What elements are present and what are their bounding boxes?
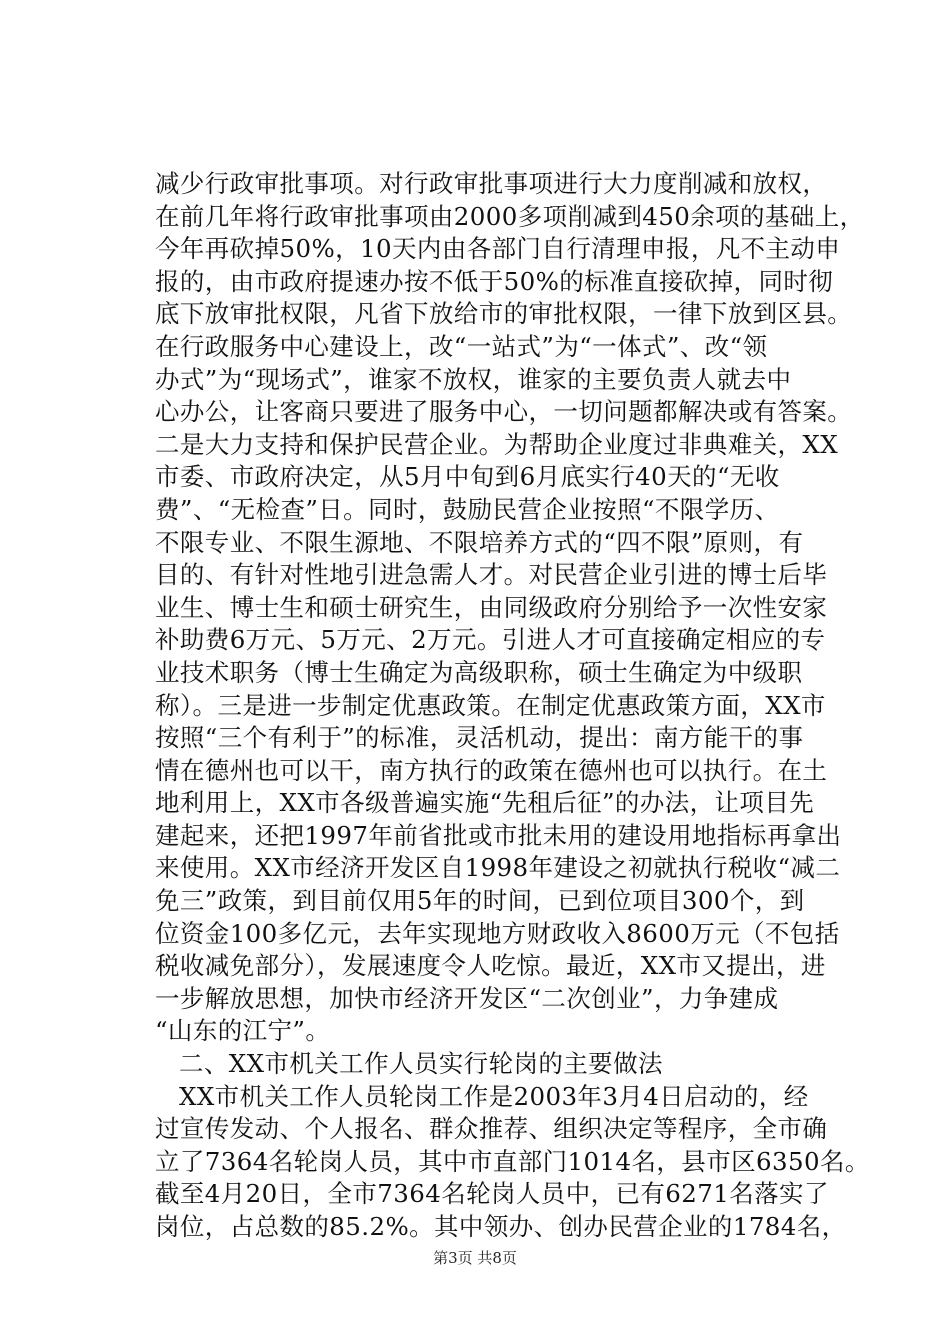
text-line: 地利用上，XX市各级普遍实施“先租后征”的办法，让项目先 — [155, 788, 815, 818]
text-line: 情在德州也可以干，南方执行的政策在德州也可以执行。在土 — [155, 755, 828, 785]
text-line: 岗位，占总数的85.2%。其中领办、创办民营企业的1784名， — [155, 1212, 847, 1241]
text-line: 补助费6万元、5万元、2万元。引进人才可直接确定相应的专 — [155, 625, 826, 655]
text-line: 在行政服务中心建设上，改“一站式”为“一体式”、改“领 — [155, 331, 768, 361]
text-line: 按照“三个有利于”的标准，灵活机动，提出：南方能干的事 — [155, 723, 804, 753]
text-line: 办式”为“现场式”，谁家不放权，谁家的主要负责人就去中 — [155, 364, 792, 394]
section-heading — [155, 1048, 855, 1081]
text-line: 今年再砍掉50%，10天内由各部门自行清理申报，凡不主动申 — [155, 234, 841, 264]
text-line: 建起来，还把1997年前省批或市批未用的建设用地指标再拿出 — [155, 820, 842, 850]
paragraph-policy — [155, 168, 865, 1048]
text-line: 心办公，让客商只要进了服务中心，一切问题都解决或有答案。 — [155, 397, 853, 427]
text-line: 业技术职务（博士生确定为高级职称，硕士生确定为中级职 — [155, 657, 803, 687]
paragraph-rotation — [155, 1081, 870, 1244]
text-line: 底下放审批权限，凡省下放给市的审批权限，一律下放到区县。 — [155, 299, 853, 329]
text-line: XX市机关工作人员轮岗工作是2003年3月4日启动的，经 — [179, 1081, 809, 1111]
text-line: 市委、市政府决定，从5月中旬到6月底实行40天的“无收 — [155, 462, 780, 492]
text-line: 在前几年将行政审批事项由2000多项削减到450余项的基础上， — [155, 201, 865, 231]
document-body — [155, 168, 870, 1244]
text-line: 免三”政策，到目前仅用5年的时间，已到位项目300个，到 — [155, 886, 805, 916]
text-line: 减少行政审批事项。对行政审批事项进行大力度削减和放权， — [155, 169, 828, 198]
text-line: 位资金100多亿元，去年实现地方财政收入8600万元（不包括 — [155, 918, 840, 948]
text-line: 报的，由市政府提速办按不低于50%的标准直接砍掉，同时彻 — [155, 266, 834, 296]
text-line: 来使用。XX市经济开发区自1998年建设之初就执行税收“减二 — [155, 853, 841, 883]
text-line: 过宣传发动、个人报名、群众推荐、组织决定等程序，全市确 — [155, 1114, 828, 1144]
text-line: 费”、“无检查”日。同时，鼓励民营企业按照“不限学历、 — [155, 494, 780, 524]
page-footer: 第3页 共8页 — [433, 1249, 517, 1267]
heading-line: 二、XX市机关工作人员实行轮岗的主要做法 — [179, 1049, 663, 1079]
text-line: 目的、有针对性地引进急需人才。对民营企业引进的博士后毕 — [155, 560, 828, 590]
text-line: 称）。三是进一步制定优惠政策。在制定优惠政策方面，XX市 — [155, 690, 826, 720]
text-line: 业生、博士生和硕士研究生，由同级政府分别给予一次性安家 — [155, 592, 828, 622]
text-line: 二是大力支持和保护民营企业。为帮助企业度过非典难关，XX — [155, 429, 839, 459]
text-line: 截至4月20日，全市7364名轮岗人员中，已有6271名落实了 — [155, 1179, 829, 1209]
text-line: 立了7364名轮岗人员，其中市直部门1014名，县市区6350名。 — [155, 1146, 870, 1176]
text-line: 税收减免部分），发展速度令人吃惊。最近，XX市又提出，进 — [155, 951, 826, 981]
text-line: 一步解放思想，加快市经济开发区“二次创业”，力争建成 — [155, 983, 779, 1013]
text-line: “山东的江宁”。 — [155, 1016, 331, 1046]
text-line: 不限专业、不限生源地、不限培养方式的“四不限”原则，有 — [155, 527, 804, 557]
